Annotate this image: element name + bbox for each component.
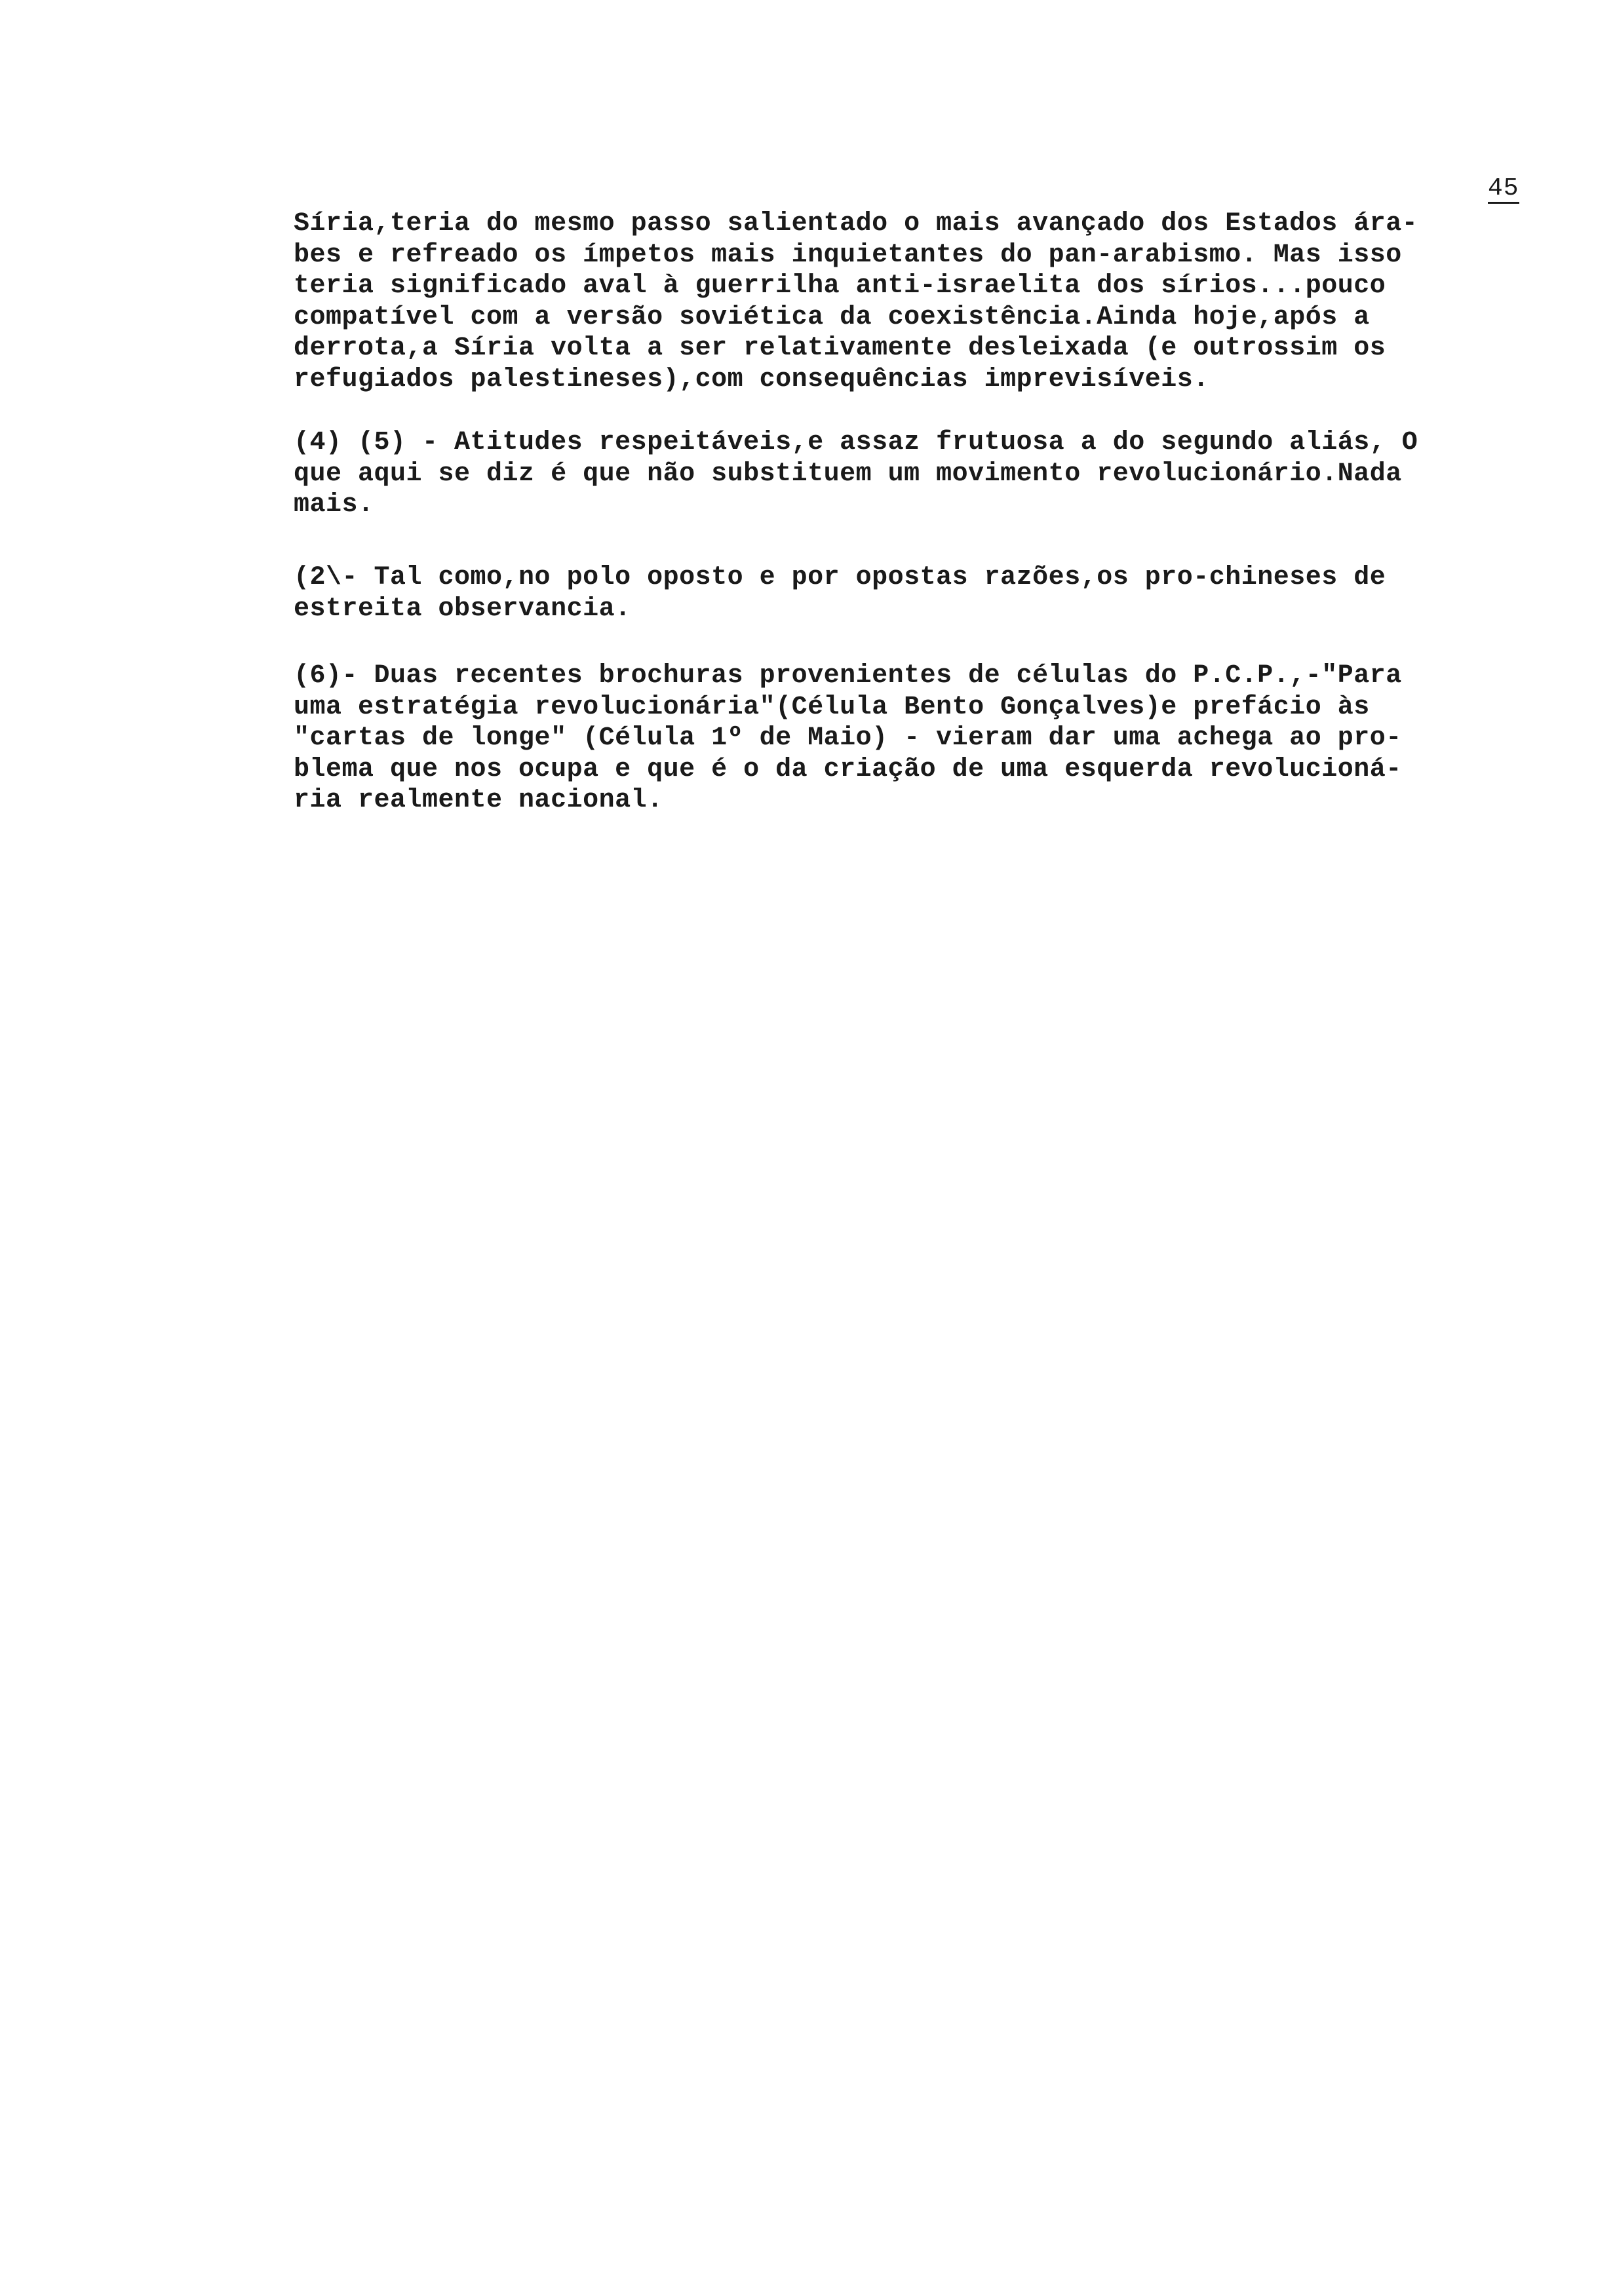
note-2 bbox=[294, 562, 1539, 624]
text-line: (4) (5) - Atitudes respeitáveis,e assaz frutuosa a do segundo aliás, O bbox=[294, 428, 1418, 457]
text-line: Síria,teria do mesmo passo salientado o mais avançado dos Estados ára- bbox=[294, 209, 1418, 239]
text-line: (6)- Duas recentes brochuras provenientes de células do P.C.P.,-"Para bbox=[294, 661, 1402, 691]
note-4-5 bbox=[294, 427, 1539, 521]
text-line: refugiados palestineses),com consequências imprevisíveis. bbox=[294, 364, 1209, 394]
page-number: 45 bbox=[1488, 174, 1519, 202]
text-line: teria significado aval à guerrilha anti-israelita dos sírios...pouco bbox=[294, 271, 1386, 301]
text-line: blema que nos ocupa e que é o da criação de uma esquerda revolucioná- bbox=[294, 754, 1402, 784]
text-line: estreita observancia. bbox=[294, 594, 631, 624]
text-line: que aqui se diz é que não substituem um movimento revolucionário.Nada bbox=[294, 459, 1402, 489]
text-line: mais. bbox=[294, 490, 374, 520]
paragraph-continuation bbox=[294, 208, 1539, 395]
text-line: bes e refreado os ímpetos mais inquietantes do pan-arabismo. Mas isso bbox=[294, 240, 1402, 270]
text-line: compatível com a versão soviética da coexistência.Ainda hoje,após a bbox=[294, 302, 1370, 332]
text-line: "cartas de longe" (Célula 1º de Maio) - vieram dar uma achega ao pro- bbox=[294, 723, 1402, 753]
note-6 bbox=[294, 660, 1539, 816]
text-line: ria realmente nacional. bbox=[294, 786, 663, 815]
text-line: (2\- Tal como,no polo oposto e por opostas razões,os pro-chineses de bbox=[294, 563, 1386, 592]
text-line: uma estratégia revolucionária"(Célula Bento Gonçalves)e prefácio às bbox=[294, 692, 1370, 722]
text-line: derrota,a Síria volta a ser relativamente desleixada (e outrossim os bbox=[294, 334, 1386, 363]
